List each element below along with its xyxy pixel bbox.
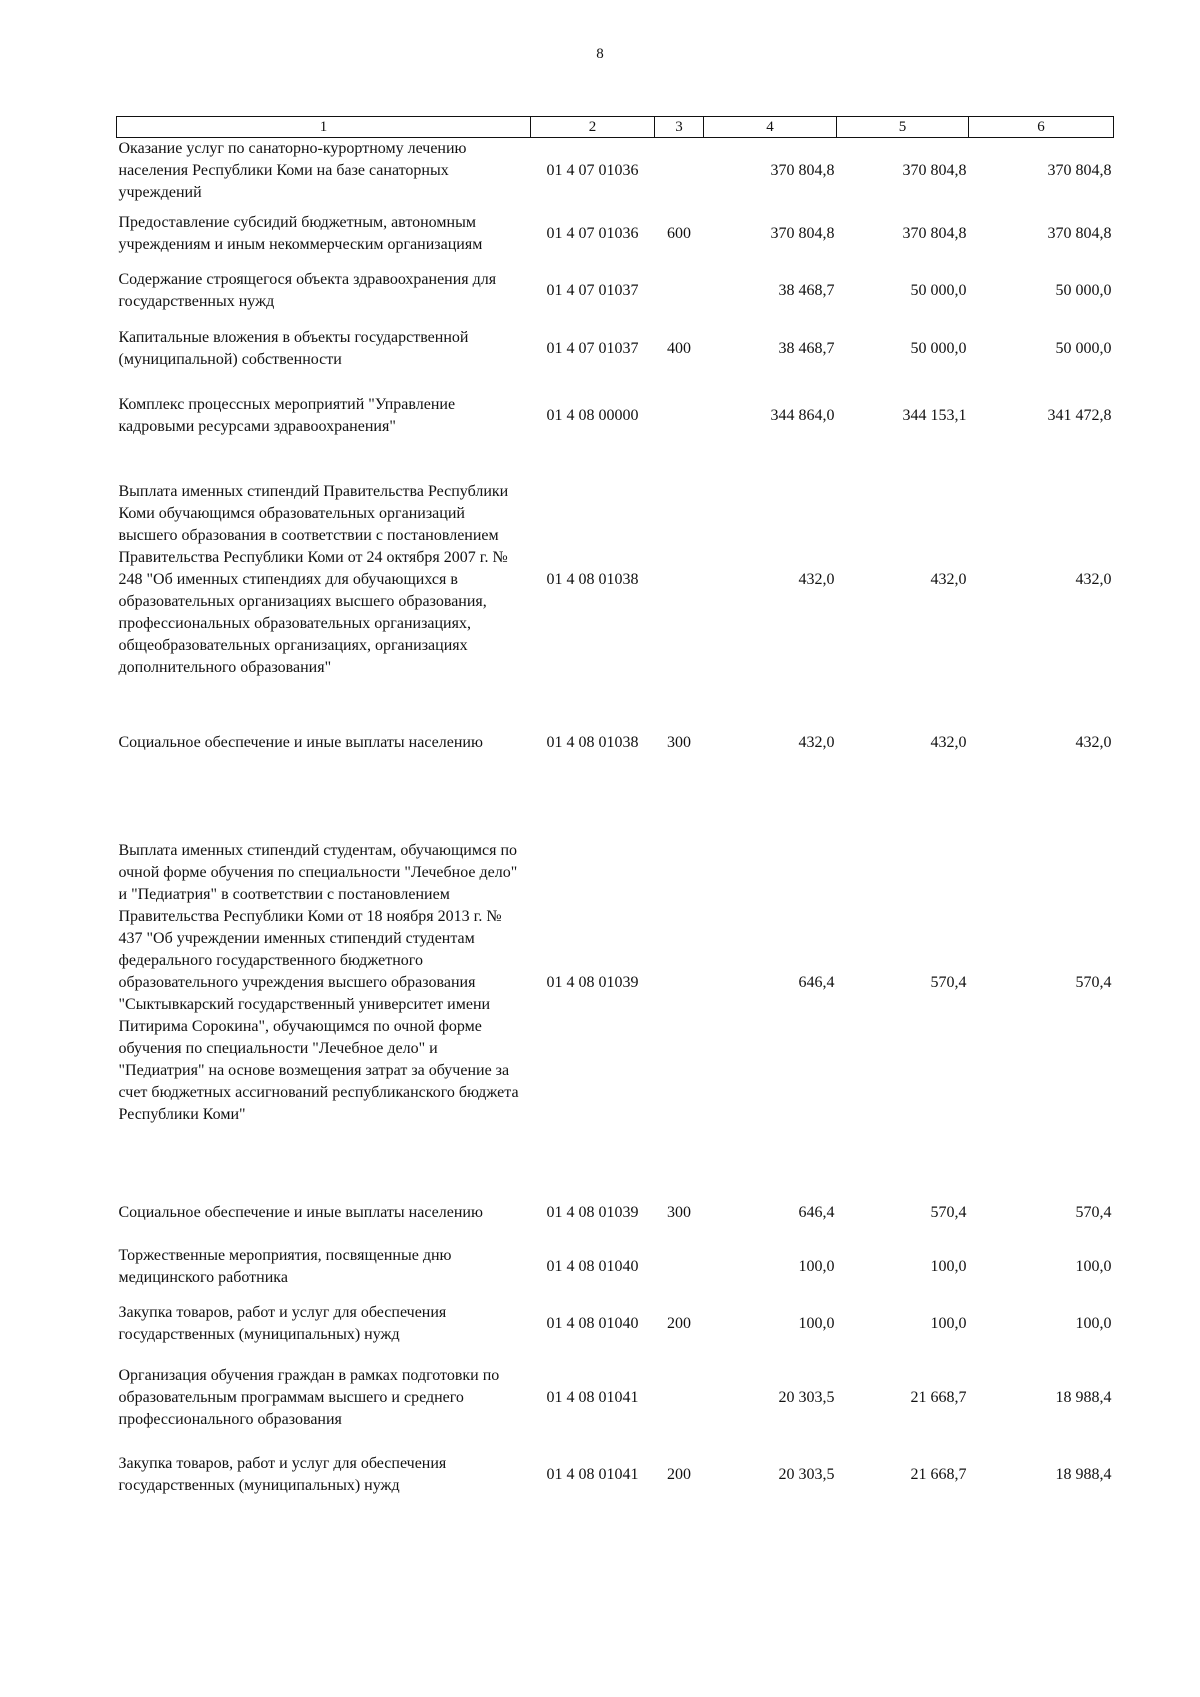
row-value-6: 432,0 [1075,734,1112,751]
row-expense-type: 200 [667,1315,691,1332]
table-row [117,1295,1114,1353]
row-value-4: 38 468,7 [778,340,835,357]
row-value-4: 100,0 [798,1258,835,1275]
row-expense-type: 400 [667,340,691,357]
row-value-6: 18 988,4 [1055,1389,1112,1406]
row-value-5: 370 804,8 [902,225,967,242]
row-name: Капитальные вложения в объекты государственной (муниципальной) собственности [118,329,469,368]
row-value-4: 432,0 [798,570,835,588]
row-expense-type: 300 [667,1204,691,1221]
row-value-5: 370 804,8 [902,162,967,179]
row-target-code: 01 4 08 01040 [546,1258,639,1275]
table-row [117,1353,1114,1443]
row-value-4: 370 804,8 [770,225,835,242]
table-row [117,707,1114,779]
row-target-code: 01 4 08 01039 [546,1204,639,1221]
table-row [117,1443,1114,1507]
row-value-4: 38 468,7 [778,282,835,299]
row-value-5: 570,4 [930,1204,967,1221]
table-header [117,117,1114,138]
row-value-6: 370 804,8 [1047,162,1112,179]
row-expense-type [655,380,704,452]
row-target-code: 01 4 07 01037 [546,282,639,299]
row-expense-type [655,779,704,1187]
row-value-4: 20 303,5 [778,1466,835,1483]
row-value-4: 100,0 [798,1315,835,1332]
table-row [117,264,1114,318]
column-header-4: 4 [704,117,837,138]
table-row [117,204,1114,264]
page-number: 8 [596,46,604,62]
table-row [117,138,1114,205]
row-value-6: 50 000,0 [1055,340,1112,357]
row-value-5: 21 668,7 [910,1389,967,1406]
row-value-6: 570,4 [1075,1204,1112,1221]
column-header-3: 3 [655,117,704,138]
row-value-4: 646,4 [798,1204,835,1221]
row-name: Предоставление субсидий бюджетным, автономным учреждениям и иным некоммерческим организациям [118,214,483,253]
row-value-6: 570,4 [1075,974,1112,991]
row-value-5: 432,0 [930,734,967,751]
row-value-6: 18 988,4 [1055,1466,1112,1483]
table-row [117,779,1114,1187]
row-name: Закупка товаров, работ и услуг для обеспечения государственных (муниципальных) нужд [118,1455,447,1494]
row-value-6: 432,0 [1075,570,1112,588]
row-value-4: 20 303,5 [778,1389,835,1406]
row-name: Оказание услуг по санаторно-курортному лечению населения Республики Коми на базе санаторных учреждений [118,140,467,201]
row-value-4: 432,0 [798,734,835,751]
column-header-1: 1 [117,117,531,138]
table-row [117,1187,1114,1239]
row-target-code: 01 4 08 01038 [546,734,639,751]
row-target-code: 01 4 08 01039 [546,974,639,991]
header-row [117,117,1114,138]
row-expense-type [655,452,704,707]
column-header-6: 6 [969,117,1114,138]
row-name: Выплата именных стипендий Правительства Республики Коми обучающимся образовательных организаций высшего образования в соответствии с постановлением Правительства Республики Коми от 24 октября 2007 г. № 248 "Об именных стипендиях для обучающихся в образовательных организациях высшего образования, профессиональных образовательных организациях, общеобразовательных организациях, организациях дополнительного образования" [118,482,509,676]
row-target-code: 01 4 07 01036 [546,225,639,242]
row-expense-type [655,264,704,318]
row-value-6: 100,0 [1075,1315,1112,1332]
table-row [117,452,1114,707]
row-target-code: 01 4 07 01036 [546,162,639,179]
row-expense-type: 600 [667,225,691,242]
column-header-5: 5 [837,117,969,138]
row-value-5: 432,0 [930,570,967,588]
row-name: Социальное обеспечение и иные выплаты населению [118,1204,483,1221]
row-target-code: 01 4 07 01037 [546,340,639,357]
row-target-code: 01 4 08 01040 [546,1315,639,1332]
column-header-2: 2 [531,117,655,138]
row-value-4: 370 804,8 [770,162,835,179]
row-value-5: 100,0 [930,1315,967,1332]
row-name: Закупка товаров, работ и услуг для обеспечения государственных (муниципальных) нужд [118,1304,447,1343]
row-name: Социальное обеспечение и иные выплаты населению [118,734,483,751]
row-target-code: 01 4 08 01038 [546,570,639,588]
row-target-code: 01 4 08 01041 [546,1466,639,1483]
row-value-4: 646,4 [798,974,835,991]
row-expense-type: 300 [667,734,691,751]
row-value-5: 570,4 [930,974,967,991]
row-target-code: 01 4 08 00000 [546,407,639,424]
row-name: Выплата именных стипендий студентам, обучающимся по очной форме обучения по специальности "Лечебное дело" и "Педиатрия" в соответствии с постановлением Правительства Республики Коми от 18 ноября 2013 г. № 437 "Об учреждении именных стипендий студентам федерального государственного бюджетного образовательного учреждения высшего образования "Сыктывкарский государственный университет имени Питирима Сорокина", обучающимся по очной форме обучения по специальности "Лечебное дело" и "Педиатрия" на основе возмещения затрат за обучение за счет бюджетных ассигнований республиканского бюджета Республики Коми" [118,842,519,1123]
table-body [117,138,1114,1508]
table-row [117,380,1114,452]
row-value-6: 370 804,8 [1047,225,1112,242]
row-value-5: 50 000,0 [910,282,967,299]
row-expense-type [655,1239,704,1295]
row-value-5: 100,0 [930,1258,967,1275]
row-value-5: 21 668,7 [910,1466,967,1483]
row-value-6: 100,0 [1075,1258,1112,1275]
row-name: Содержание строящегося объекта здравоохранения для государственных нужд [118,271,497,310]
row-expense-type: 200 [667,1466,691,1483]
row-value-5: 344 153,1 [902,407,967,424]
row-expense-type [655,1353,704,1443]
row-name: Организация обучения граждан в рамках подготовки по образовательным программам высшего и среднего профессионального образования [118,1367,500,1428]
table-row [117,1239,1114,1295]
row-value-5: 50 000,0 [910,340,967,357]
table-row [117,318,1114,380]
row-target-code: 01 4 08 01041 [546,1389,639,1406]
budget-table [116,116,1114,1507]
row-name: Торжественные мероприятия, посвященные дню медицинского работника [118,1247,452,1286]
row-expense-type [655,138,704,205]
row-value-6: 341 472,8 [1047,407,1112,424]
row-value-4: 344 864,0 [770,407,835,424]
row-name: Комплекс процессных мероприятий "Управление кадровыми ресурсами здравоохранения" [118,396,456,435]
row-value-6: 50 000,0 [1055,282,1112,299]
